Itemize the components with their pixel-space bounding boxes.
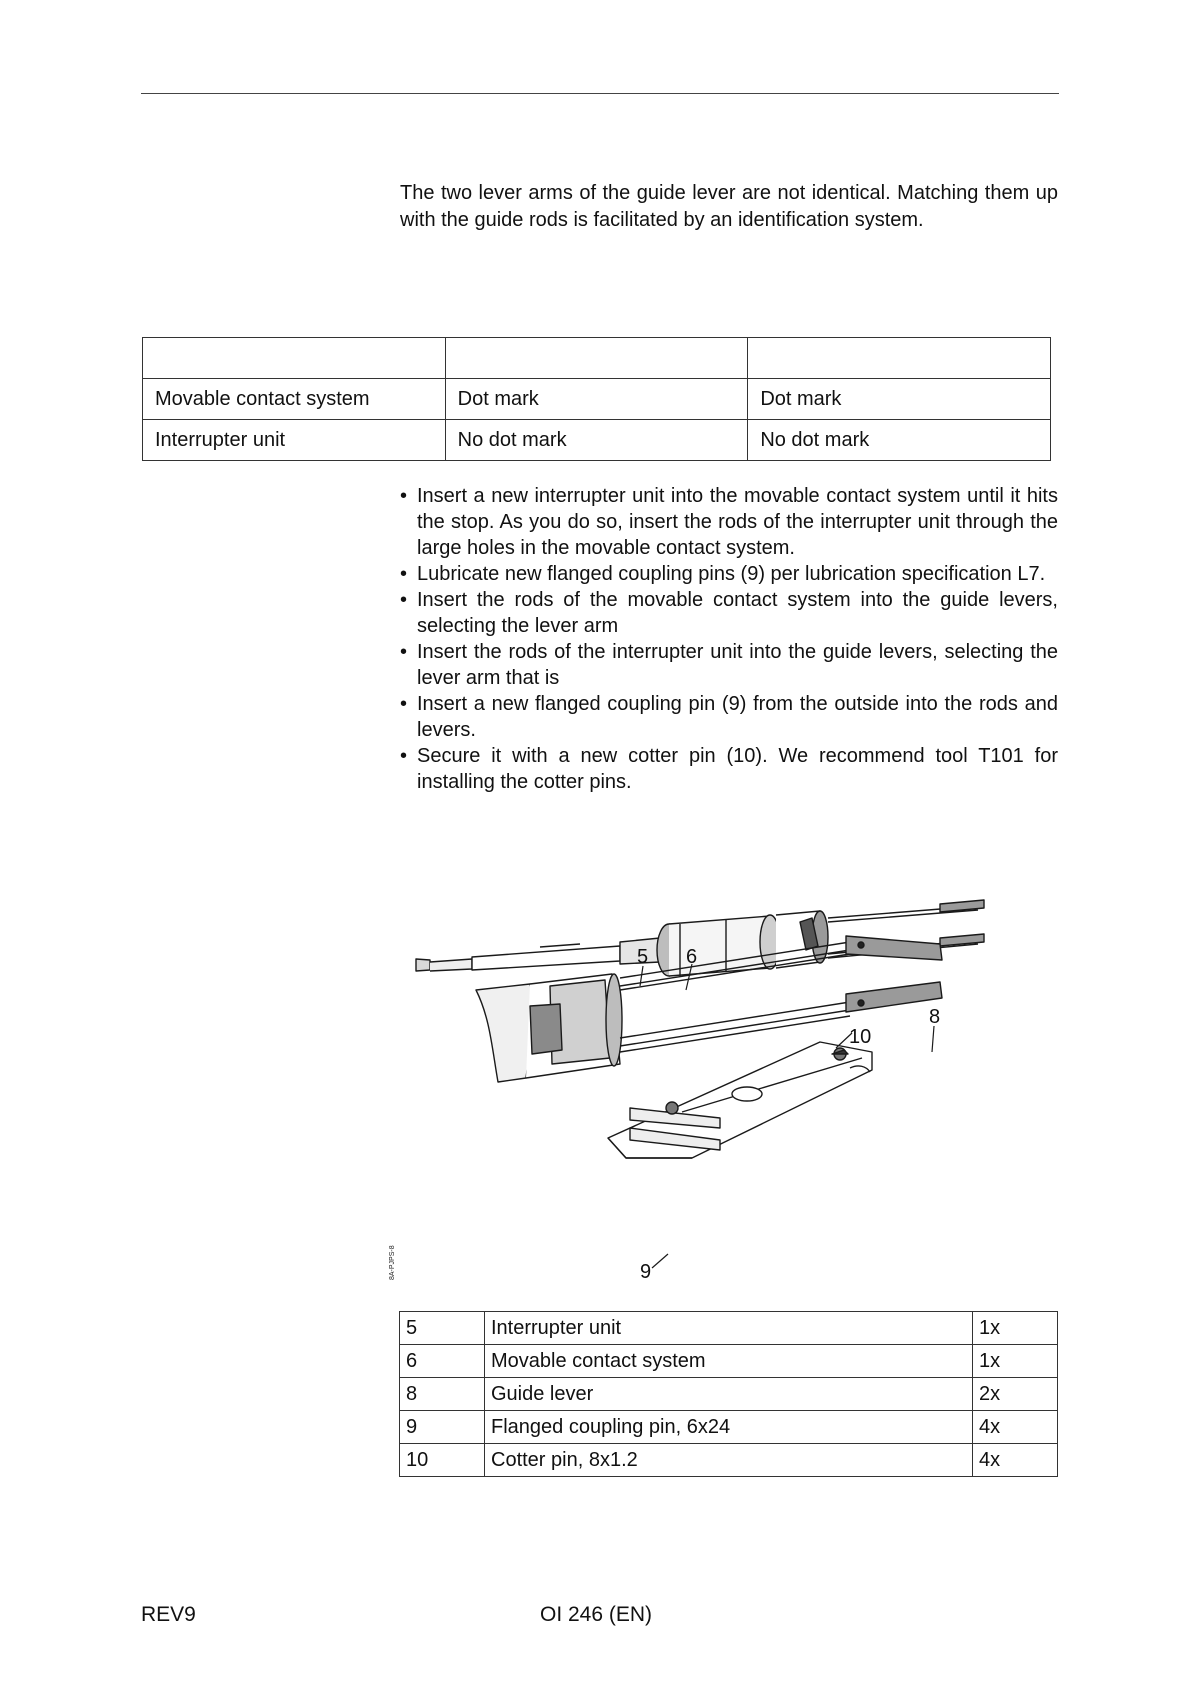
- callout-label-9: 9: [640, 1261, 652, 1283]
- part-description: Interrupter unit: [485, 1312, 973, 1345]
- table-row: [143, 379, 1051, 420]
- instruction-step: • Lubricate new flanged coupling pins (9) per lubrication specification L7.: [400, 561, 1058, 587]
- table-cell: Interrupter unit: [143, 420, 446, 461]
- instruction-list: [400, 483, 1058, 795]
- part-description: Movable contact system: [485, 1345, 973, 1378]
- table-row: [400, 1444, 1058, 1477]
- part-number: 6: [400, 1345, 485, 1378]
- part-number: 5: [400, 1312, 485, 1345]
- table-row: [400, 1345, 1058, 1378]
- table-cell: Movable contact system: [143, 379, 446, 420]
- footer-revision: REV9: [141, 1603, 196, 1626]
- part-quantity: 1x: [973, 1312, 1058, 1345]
- part-quantity: 4x: [973, 1411, 1058, 1444]
- table-header-cell: [143, 338, 446, 379]
- table-row: [400, 1378, 1058, 1411]
- part-number: 10: [400, 1444, 485, 1477]
- callout-label-10: 10: [849, 1026, 872, 1048]
- figure-code: 8A-PJPS-8: [389, 1245, 396, 1280]
- table-header-row: [143, 338, 1051, 379]
- table-cell: Dot mark: [748, 379, 1051, 420]
- part-number: 9: [400, 1411, 485, 1444]
- table-row: [400, 1312, 1058, 1345]
- footer-document-id: OI 246 (EN): [540, 1603, 653, 1626]
- part-description: Guide lever: [485, 1378, 973, 1411]
- table-cell: No dot mark: [445, 420, 748, 461]
- lever-closeup-drawing: [608, 1042, 872, 1158]
- instruction-step: • Insert a new flanged coupling pin (9) from the outside into the rods and levers.: [400, 691, 1058, 743]
- callout-label-5: 5: [637, 946, 649, 968]
- part-quantity: 4x: [973, 1444, 1058, 1477]
- table-row: [143, 420, 1051, 461]
- part-number: 8: [400, 1378, 485, 1411]
- header-rule: [141, 93, 1059, 94]
- parts-table: [399, 1311, 1058, 1477]
- part-description: Flanged coupling pin, 6x24: [485, 1411, 973, 1444]
- table-header-cell: [445, 338, 748, 379]
- identification-table: [142, 337, 1051, 461]
- table-cell: No dot mark: [748, 420, 1051, 461]
- part-quantity: 2x: [973, 1378, 1058, 1411]
- table-cell: Dot mark: [445, 379, 748, 420]
- part-quantity: 1x: [973, 1345, 1058, 1378]
- part-description: Cotter pin, 8x1.2: [485, 1444, 973, 1477]
- instruction-step: • Insert the rods of the movable contact system into the guide levers, selecting the lever arm: [400, 587, 1058, 639]
- callout-label-8: 8: [929, 1006, 941, 1028]
- interrupter-shaft-drawing: [416, 900, 984, 976]
- callout-label-6: 6: [686, 946, 698, 968]
- instruction-step: • Insert a new interrupter unit into the movable contact system until it hits the stop. As you do so, insert the rods of the interrupter unit through the large holes in the movable contact system.: [400, 483, 1058, 561]
- instruction-step: • Secure it with a new cotter pin (10). We recommend tool T101 for installing the cotter pins.: [400, 743, 1058, 795]
- assembly-drawing: [380, 858, 1060, 1288]
- assembly-figure: [380, 858, 1060, 1288]
- table-row: [400, 1411, 1058, 1444]
- intro-paragraph: The two lever arms of the guide lever are not identical. Matching them up with the guide rods is facilitated by an identification system.: [400, 182, 1058, 231]
- instruction-step: • Insert the rods of the interrupter unit into the guide levers, selecting the lever arm that is: [400, 639, 1058, 691]
- table-header-cell: [748, 338, 1051, 379]
